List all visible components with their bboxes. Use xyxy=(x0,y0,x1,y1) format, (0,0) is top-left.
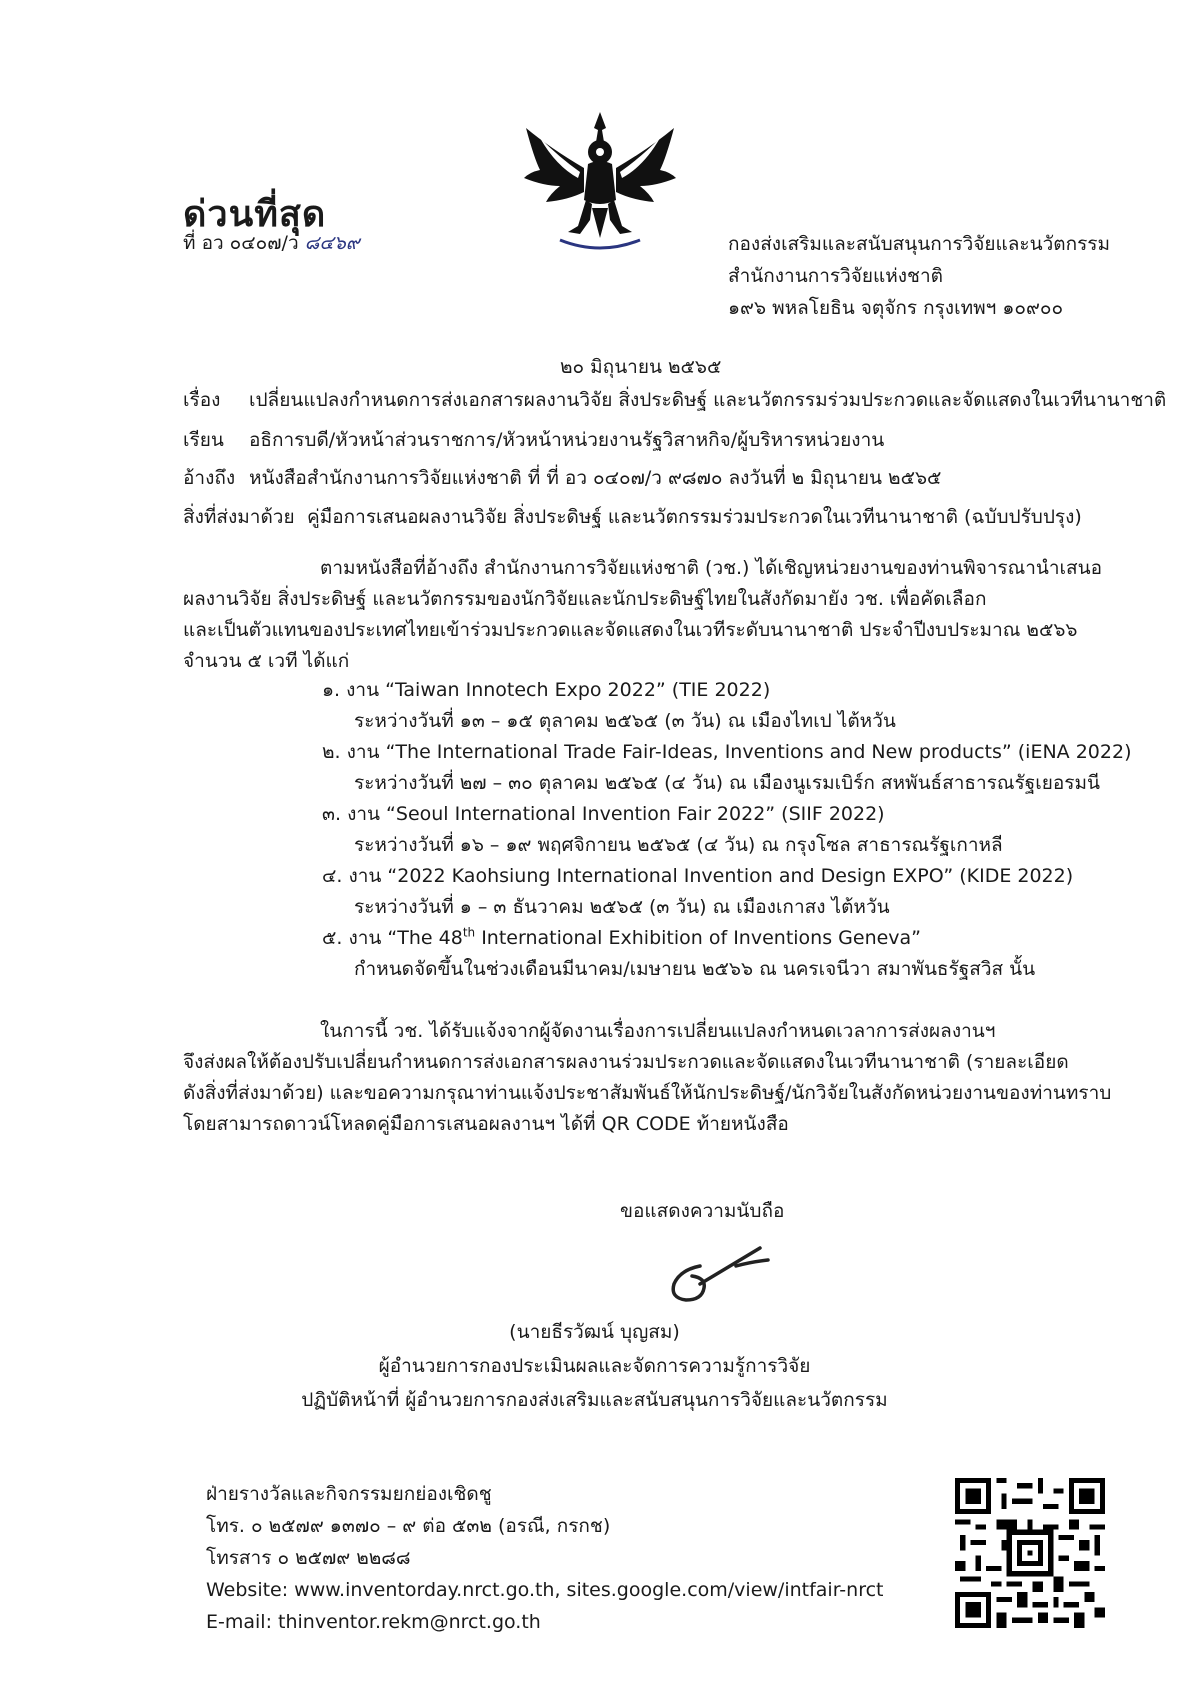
event-item-1-title: ๑. งาน “Taiwan Innotech Expo 2022” (TIE 2022) xyxy=(322,679,771,701)
sender-street: ๑๙๖ พหลโยธิน จตุจักร กรุงเทพฯ ๑๐๙๐๐ xyxy=(728,297,1064,319)
event-item-5-dates: กำหนดจัดขึ้นในช่วงเดือนมีนาคม/เมษายน ๒๕๖๖ ณ นครเจนีวา สมาพันธรัฐสวิส นั้น xyxy=(354,958,1036,980)
para1-line: และเป็นตัวแทนของประเทศไทยเข้าร่วมประกวดและจัดแสดงในเวทีระดับนานาชาติ ประจำปีงบประมาณ ๒๕๖๖ xyxy=(183,619,1078,641)
subject-label: เรื่อง xyxy=(183,389,221,411)
event-item-2-title: ๒. งาน “The International Trade Fair-Ideas, Inventions and New products” (iENA 2022) xyxy=(322,741,1132,763)
para2-line: โดยสามารถดาวน์โหลดคู่มือการเสนอผลงานฯ ได้ที่ QR CODE ท้ายหนังสือ xyxy=(183,1113,789,1135)
para1-line: จำนวน ๕ เวที ได้แก่ xyxy=(183,650,350,672)
event-item-1-dates: ระหว่างวันที่ ๑๓ – ๑๕ ตุลาคม ๒๕๖๕ (๓ วัน) ณ เมืองไทเป ไต้หวัน xyxy=(354,710,896,732)
event-item-5-title-start: ๕. งาน “The 48 xyxy=(322,927,463,949)
ordinal-suffix: th xyxy=(462,925,476,940)
enclosure-text: คู่มือการเสนอผลงานวิจัย สิ่งประดิษฐ์ และนวัตกรรมร่วมประกวดในเวทีนานาชาติ (ฉบับปรับปรุง) xyxy=(307,506,1082,528)
contact-website: Website: www.inventorday.nrct.go.th, sites.google.com/view/intfair-nrct xyxy=(206,1579,884,1601)
sender-agency: สำนักงานการวิจัยแห่งชาติ xyxy=(728,265,943,287)
para2-line: ในการนี้ วช. ได้รับแจ้งจากผู้จัดงานเรื่องการเปลี่ยนแปลงกำหนดเวลาการส่งผลงานฯ xyxy=(320,1020,996,1042)
event-item-3-dates: ระหว่างวันที่ ๑๖ – ๑๙ พฤศจิกายน ๒๕๖๕ (๔ วัน) ณ กรุงโซล สาธารณรัฐเกาหลี xyxy=(354,834,1003,856)
urgency-label: ด่วนที่สุด xyxy=(183,194,327,235)
enclosure-label: สิ่งที่ส่งมาด้วย xyxy=(183,506,295,528)
reference-label: อ้างถึง xyxy=(183,467,236,489)
sender-address xyxy=(728,228,1110,324)
document-number xyxy=(183,228,360,258)
recipient-text: อธิการบดี/หัวหน้าส่วนราชการ/หัวหน้าหน่วยงานรัฐวิสาหกิจ/ผู้บริหารหน่วยงาน xyxy=(249,429,885,451)
para1-line: ตามหนังสือที่อ้างถึง สำนักงานการวิจัยแห่งชาติ (วช.) ได้เชิญหน่วยงานของท่านพิจารณานำเสนอ xyxy=(320,557,1103,579)
event-item-5-title xyxy=(322,923,921,954)
contact-email: E-mail: thinventor.rekm@nrct.go.th xyxy=(206,1611,541,1633)
subject-text: เปลี่ยนแปลงกำหนดการส่งเอกสารผลงานวิจัย สิ่งประดิษฐ์ และนวัตกรรมร่วมประกวดและจัดแสดงในเวทีนานาชาติ xyxy=(249,389,1167,411)
closing-salutation: ขอแสดงความนับถือ xyxy=(620,1200,785,1222)
sender-office: กองส่งเสริมและสนับสนุนการวิจัยและนวัตกรรม xyxy=(728,233,1111,255)
event-item-4-title: ๔. งาน “2022 Kaohsiung International Invention and Design EXPO” (KIDE 2022) xyxy=(322,865,1074,887)
event-item-3-title: ๓. งาน “Seoul International Invention Fair 2022” (SIIF 2022) xyxy=(322,803,885,825)
event-item-4-dates: ระหว่างวันที่ ๑ – ๓ ธันวาคม ๒๕๖๕ (๓ วัน) ณ เมืองเกาสง ไต้หวัน xyxy=(354,896,890,918)
reference-text: หนังสือสำนักงานการวิจัยแห่งชาติ ที่ ที่ อว ๐๔๐๗/ว ๙๘๗๐ ลงวันที่ ๒ มิถุนายน ๒๕๖๕ xyxy=(249,467,942,489)
reference-row xyxy=(183,463,941,493)
signatory-position: ผู้อำนวยการกองประเมินผลและจัดการความรู้การวิจัย xyxy=(378,1355,811,1377)
event-item-2-dates: ระหว่างวันที่ ๒๗ – ๓๐ ตุลาคม ๒๕๖๕ (๔ วัน) ณ เมืองนูเรมเบิร์ก สหพันธ์สาธารณรัฐเยอรมนี xyxy=(354,772,1100,794)
subject-row xyxy=(183,385,1166,415)
enclosure-row xyxy=(183,502,1082,532)
document-number-prefix: ที่ อว ๐๔๐๗/ว xyxy=(183,232,299,254)
contact-telephone: โทร. ๐ ๒๕๗๙ ๑๓๗๐ – ๙ ต่อ ๕๓๒ (อรณี, กรกช) xyxy=(206,1515,611,1537)
para2-line: ดังสิ่งที่ส่งมาด้วย) และขอความกรุณาท่านแจ้งประชาสัมพันธ์ให้นักประดิษฐ์/นักวิจัยในสังกัดหน่วยงานของท่านทราบ xyxy=(183,1082,1112,1104)
recipient-label: เรียน xyxy=(183,429,224,451)
contact-fax: โทรสาร ๐ ๒๕๗๙ ๒๒๘๘ xyxy=(206,1547,411,1569)
letter-date: ๒๐ มิถุนายน ๒๕๖๕ xyxy=(560,356,722,378)
garuda-emblem-icon xyxy=(520,108,680,258)
contact-unit: ฝ่ายรางวัลและกิจกรรมยกย่องเชิดชู xyxy=(206,1483,492,1505)
para2-line: จึงส่งผลให้ต้องปรับเปลี่ยนกำหนดการส่งเอกสารผลงานร่วมประกวดและจัดแสดงในเวทีนานาชาติ (รายละเอียด xyxy=(183,1051,1069,1073)
signature-icon xyxy=(640,1236,790,1316)
qr-code-icon xyxy=(955,1478,1105,1628)
para1-line: ผลงานวิจัย สิ่งประดิษฐ์ และนวัตกรรมของนักวิจัยและนักประดิษฐ์ไทยในสังกัดมายัง วช. เพื่อคัดเลือก xyxy=(183,588,987,610)
recipient-row xyxy=(183,425,884,455)
signatory-name: (นายธีรวัฒน์ บุญสม) xyxy=(509,1321,680,1343)
signatory-acting-position: ปฏิบัติหน้าที่ ผู้อำนวยการกองส่งเสริมและสนับสนุนการวิจัยและนวัตกรรม xyxy=(301,1389,888,1411)
event-item-5-title-end: International Exhibition of Inventions Geneva” xyxy=(475,927,922,949)
document-number-handwritten: ๘๔๖๙ xyxy=(304,232,360,254)
